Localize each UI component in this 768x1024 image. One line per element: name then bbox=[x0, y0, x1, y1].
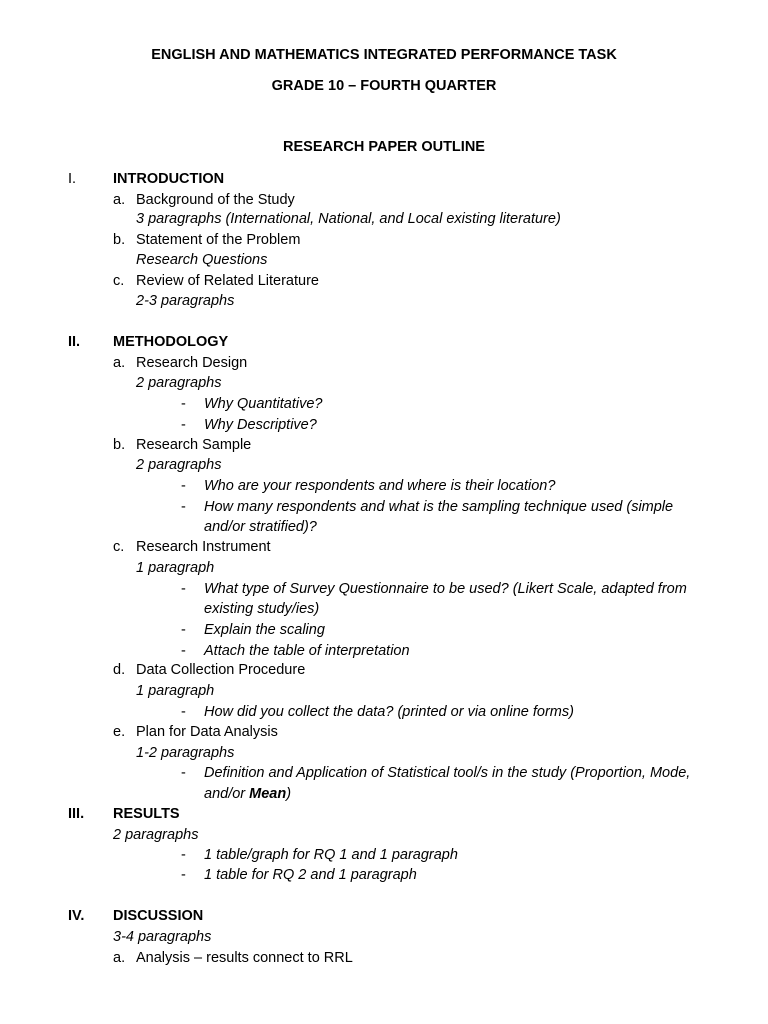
item-note: 2 paragraphs bbox=[136, 375, 222, 391]
section-number: IV. bbox=[68, 908, 85, 924]
bullet-text: Why Quantitative? bbox=[204, 396, 323, 412]
grade-quarter: GRADE 10 – FOURTH QUARTER bbox=[271, 78, 497, 94]
item-letter: a. bbox=[113, 950, 126, 966]
dash-bullet: - bbox=[181, 765, 186, 781]
dash-bullet: - bbox=[181, 396, 186, 412]
bullet-text: Explain the scaling bbox=[204, 622, 325, 638]
item-letter: d. bbox=[113, 662, 126, 678]
dash-bullet: - bbox=[181, 867, 186, 883]
dash-bullet: - bbox=[181, 478, 186, 494]
item-rrl: Review of Related Literature bbox=[136, 273, 319, 289]
bullet-text-bold-mean: Mean bbox=[249, 786, 287, 802]
section-heading-introduction: INTRODUCTION bbox=[113, 171, 225, 187]
bullet-text-continued: existing study/ies) bbox=[204, 601, 320, 617]
dash-bullet: - bbox=[181, 417, 186, 433]
dash-bullet: - bbox=[181, 643, 186, 659]
item-letter: b. bbox=[113, 232, 126, 248]
section-heading-methodology: METHODOLOGY bbox=[113, 334, 229, 350]
dash-bullet: - bbox=[181, 499, 186, 515]
item-letter: e. bbox=[113, 724, 126, 740]
item-note: 3-4 paragraphs bbox=[113, 929, 212, 945]
dash-bullet: - bbox=[181, 704, 186, 720]
item-letter: b. bbox=[113, 437, 126, 453]
dash-bullet: - bbox=[181, 622, 186, 638]
section-number: I. bbox=[68, 171, 77, 187]
item-letter: c. bbox=[113, 539, 125, 555]
item-data-analysis: Plan for Data Analysis bbox=[136, 724, 278, 740]
section-number: III. bbox=[68, 806, 85, 822]
item-letter: a. bbox=[113, 355, 126, 371]
item-research-instrument: Research Instrument bbox=[136, 539, 271, 555]
item-letter: a. bbox=[113, 192, 126, 208]
item-data-collection: Data Collection Procedure bbox=[136, 662, 306, 678]
bullet-text: 1 table for RQ 2 and 1 paragraph bbox=[204, 867, 417, 883]
bullet-text: Definition and Application of Statistical tool/s in the study (Proportion, Mode, bbox=[204, 765, 691, 781]
item-statement-problem: Statement of the Problem bbox=[136, 232, 301, 248]
item-research-sample: Research Sample bbox=[136, 437, 252, 453]
bullet-text: Attach the table of interpretation bbox=[204, 643, 410, 659]
item-research-design: Research Design bbox=[136, 355, 248, 371]
item-note: 2-3 paragraphs bbox=[136, 293, 235, 309]
document-title: ENGLISH AND MATHEMATICS INTEGRATED PERFORMANCE TASK bbox=[151, 47, 617, 63]
item-note: 2 paragraphs bbox=[136, 457, 222, 473]
section-heading-results: RESULTS bbox=[113, 806, 180, 822]
bullet-text: Why Descriptive? bbox=[204, 417, 317, 433]
bullet-text-part: and/or bbox=[204, 786, 250, 802]
item-note: 1 paragraph bbox=[136, 683, 215, 699]
section-heading-discussion: DISCUSSION bbox=[113, 908, 204, 924]
item-note: 2 paragraphs bbox=[113, 827, 199, 843]
item-note: 3 paragraphs (International, National, and Local existing literature) bbox=[136, 211, 561, 227]
bullet-text-continued: and/or stratified)? bbox=[204, 519, 317, 535]
dash-bullet: - bbox=[181, 847, 186, 863]
dash-bullet: - bbox=[181, 581, 186, 597]
item-note: 1-2 paragraphs bbox=[136, 745, 235, 761]
bullet-text: How did you collect the data? (printed or via online forms) bbox=[204, 704, 574, 720]
outline-title: RESEARCH PAPER OUTLINE bbox=[283, 139, 485, 155]
bullet-text: 1 table/graph for RQ 1 and 1 paragraph bbox=[204, 847, 458, 863]
bullet-text-part: ) bbox=[286, 786, 292, 802]
item-note: Research Questions bbox=[136, 252, 268, 268]
item-background: Background of the Study bbox=[136, 192, 295, 208]
bullet-text: How many respondents and what is the sampling technique used (simple bbox=[204, 499, 674, 515]
bullet-text-continued bbox=[204, 786, 291, 802]
section-number: II. bbox=[68, 334, 81, 350]
bullet-text: What type of Survey Questionnaire to be used? (Likert Scale, adapted from bbox=[204, 581, 687, 597]
item-note: 1 paragraph bbox=[136, 560, 215, 576]
item-analysis: Analysis – results connect to RRL bbox=[136, 950, 353, 966]
bullet-text: Who are your respondents and where is their location? bbox=[204, 478, 556, 494]
item-letter: c. bbox=[113, 273, 125, 289]
